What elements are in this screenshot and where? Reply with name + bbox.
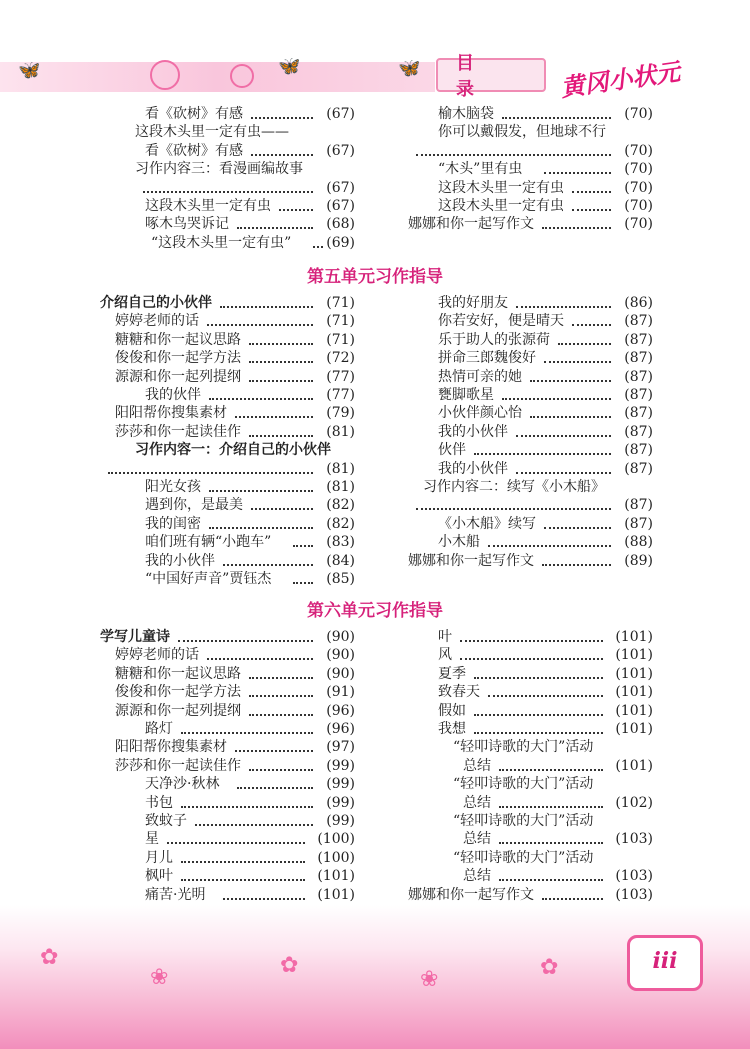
toc-page-number: (87) (624, 442, 653, 459)
toc-entry (438, 533, 653, 552)
toc-page-number: (101) (317, 886, 355, 903)
toc-page-number: (87) (624, 515, 653, 532)
toc-page-number: (99) (326, 813, 355, 829)
toc-entry (438, 683, 653, 702)
header-decorative-band (0, 62, 435, 92)
leader-dots (460, 628, 603, 642)
toc-entry (463, 867, 653, 886)
leader-dots (237, 215, 313, 229)
toc-entry-title: 源源和你一起列提纲 (115, 368, 241, 385)
unit-6-title: 第六单元习作指导 (307, 601, 443, 621)
toc-entry (408, 142, 653, 161)
toc-entry-title: 莎莎和你一起读佳作 (115, 423, 241, 440)
toc-entry-title: 我的小伙伴 (145, 552, 215, 569)
toc-entry-title: 这段木头里一定有虫—— (135, 124, 289, 141)
toc-entry (115, 331, 355, 350)
leader-dots (251, 105, 313, 119)
toc-page-number: (85) (326, 571, 355, 587)
leader-dots (235, 738, 313, 752)
toc-page-number: (90) (326, 665, 355, 682)
toc-entry (145, 886, 355, 905)
toc-entry (438, 197, 653, 216)
leader-dots (181, 867, 305, 881)
toc-entry (115, 349, 355, 368)
toc-entry-title: 总结 (463, 794, 491, 811)
toc-entry-title: 介绍自己的小伙伴 (100, 295, 212, 311)
toc-entry-title: 热情可亲的她 (438, 368, 522, 385)
toc-entry-title: 这段木头里一定有虫 (438, 198, 564, 214)
toc-entry (438, 515, 653, 534)
toc-entry-title: 榆木脑袋 (438, 106, 494, 122)
toc-page-number: (70) (624, 161, 653, 178)
leader-dots (249, 423, 313, 437)
flower-icon: ✿ (40, 945, 59, 970)
flower-icon: ❀ (150, 965, 169, 990)
toc-page-number: (88) (624, 534, 653, 551)
toc-page-number: (70) (624, 142, 653, 159)
toc-page-number: (70) (624, 106, 653, 122)
toc-page-number: (70) (624, 198, 653, 214)
leader-dots (108, 460, 313, 474)
leader-dots (178, 628, 313, 642)
toc-entry (115, 423, 355, 442)
toc-page-number: (77) (326, 368, 355, 385)
toc-entry-title: 看《砍树》有感 (145, 106, 243, 122)
toc-entry-title: “轻叩诗歌的大门”活动 (453, 849, 594, 866)
toc-entry-title: 这段木头里一定有虫 (145, 198, 271, 214)
leader-dots (542, 886, 603, 900)
toc-entry (463, 830, 653, 849)
butterfly-icon: 🦋 (278, 56, 301, 77)
page-header (0, 50, 750, 110)
toc-entry-title: “木头”里有虫 (438, 161, 523, 178)
leader-dots (544, 515, 611, 529)
leader-dots (293, 570, 313, 584)
toc-entry (135, 441, 355, 460)
leader-dots (235, 404, 313, 418)
leader-dots (502, 386, 611, 400)
toc-entry (145, 867, 355, 886)
leader-dots (249, 331, 313, 345)
toc-page-number: (71) (326, 295, 355, 311)
toc-page-number: (101) (317, 868, 355, 885)
toc-page-number: (101) (615, 757, 653, 774)
leader-dots (249, 349, 313, 363)
toc-entry (438, 628, 653, 647)
toc-entry (145, 830, 355, 849)
toc-entry-title: 咱们班有辆“小跑车” (145, 534, 272, 551)
toc-page-number: (87) (624, 387, 653, 403)
toc-entry (438, 720, 653, 739)
toc-entry (145, 386, 355, 405)
toc-entry-title: 星 (145, 831, 159, 848)
toc-page-number: (87) (624, 460, 653, 477)
leader-dots (544, 160, 611, 174)
leader-dots (460, 646, 603, 660)
toc-entry (438, 331, 653, 350)
unit-5-title: 第五单元习作指导 (307, 267, 443, 287)
toc-page-number: (86) (624, 295, 653, 311)
toc-page-number: (81) (326, 423, 355, 440)
toc-entry-title: 夏季 (438, 665, 466, 682)
toc-entry-title: 你若安好，便是晴天 (438, 313, 564, 330)
toc-entry (463, 757, 653, 776)
leader-dots (207, 646, 313, 660)
leader-dots (181, 720, 313, 734)
toc-page-number: (96) (326, 702, 355, 719)
toc-page-number: (77) (326, 387, 355, 403)
circle-ornament (150, 60, 180, 90)
toc-entry-title: 俊俊和你一起学方法 (115, 350, 241, 367)
leader-dots (293, 533, 313, 547)
toc-entry (115, 738, 355, 757)
toc-page-number: (91) (326, 684, 355, 701)
toc-entry (145, 775, 355, 794)
brand-logo: 黄冈小状元 (558, 57, 682, 103)
toc-page-number: (84) (326, 552, 355, 569)
toc-page-number: (69) (326, 234, 355, 251)
toc-entry-title: “轻叩诗歌的大门”活动 (453, 739, 594, 756)
toc-entry-title: 小伙伴颜心怡 (438, 405, 522, 422)
leader-dots (249, 757, 313, 771)
toc-page-number: (87) (624, 331, 653, 348)
toc-entry (423, 478, 653, 497)
toc-entry (438, 312, 653, 331)
toc-entry-title: 糖糖和你一起议思路 (115, 665, 241, 682)
leader-dots (143, 179, 313, 193)
toc-entry (438, 423, 653, 442)
toc-page-number: (67) (326, 198, 355, 214)
toc-entry-title: 我想 (438, 721, 466, 737)
toc-entry-title: 婷婷老师的话 (115, 313, 199, 330)
toc-entry (438, 160, 653, 179)
toc-entry-title: 我的闺密 (145, 515, 201, 532)
toc-entry-title: 遇到你，是最美 (145, 497, 243, 514)
toc-page-number: (103) (615, 831, 653, 848)
toc-entry (100, 460, 355, 479)
toc-entry-title: 阳阳帮你搜集素材 (115, 405, 227, 422)
toc-entry (145, 720, 355, 739)
toc-entry (408, 886, 653, 905)
toc-entry-title: 这段木头里一定有虫 (438, 179, 564, 196)
leader-dots (181, 849, 305, 863)
toc-page-number: (103) (615, 868, 653, 885)
toc-page-number: (83) (326, 534, 355, 551)
toc-entry (145, 496, 355, 515)
toc-entry-title: 娜娜和你一起写作文 (408, 216, 534, 233)
toc-page-number: (101) (615, 702, 653, 719)
toc-entry (115, 368, 355, 387)
butterfly-icon: 🦋 (398, 58, 421, 79)
toc-page-number: (70) (624, 179, 653, 196)
toc-entry-title: 总结 (463, 868, 491, 885)
toc-page-number: (87) (624, 350, 653, 367)
toc-entry (408, 215, 653, 234)
toc-entry-title: “这段木头里一定有虫” (151, 234, 292, 251)
toc-entry (453, 738, 653, 757)
leader-dots (516, 423, 611, 437)
toc-entry (438, 441, 653, 460)
toc-entry (145, 478, 355, 497)
toc-page-number: (89) (624, 552, 653, 569)
toc-entry (438, 179, 653, 198)
toc-label: 目 录 (436, 58, 546, 92)
leader-dots (167, 830, 305, 844)
toc-entry (145, 849, 355, 868)
toc-entry (100, 294, 355, 313)
leader-dots (249, 368, 313, 382)
toc-entry-title: 《小木船》续写 (438, 515, 536, 532)
toc-page-number: (87) (624, 368, 653, 385)
leader-dots (516, 294, 611, 308)
toc-entry (115, 757, 355, 776)
leader-dots (474, 702, 603, 716)
toc-page-number: (99) (326, 776, 355, 793)
toc-page-number: (87) (624, 497, 653, 514)
toc-entry (135, 179, 355, 198)
circle-ornament (230, 64, 254, 88)
toc-entry-title: 总结 (463, 831, 491, 848)
leader-dots (195, 812, 313, 826)
leader-dots (249, 702, 313, 716)
toc-page-number: (90) (326, 647, 355, 664)
leader-dots (499, 867, 603, 881)
toc-page-number: (70) (624, 216, 653, 233)
toc-entry (408, 552, 653, 571)
toc-page-number: (68) (326, 216, 355, 233)
toc-entry-title: 小木船 (438, 534, 480, 551)
toc-entry (145, 533, 355, 552)
toc-entry (438, 349, 653, 368)
toc-entry-title: 婷婷老师的话 (115, 647, 199, 664)
toc-page-number: (81) (326, 460, 355, 477)
toc-entry-title: 月儿 (145, 849, 173, 866)
toc-entry-title: 甕脚歌星 (438, 387, 494, 403)
toc-entry-title: 莎莎和你一起读佳作 (115, 757, 241, 774)
toc-entry-title: 致蚊子 (145, 813, 187, 829)
toc-entry-title: 啄木鸟哭诉记 (145, 216, 229, 233)
toc-page-number: (79) (326, 405, 355, 422)
toc-entry-title: 乐于助人的张源荷 (438, 331, 550, 348)
toc-entry-title: 源源和你一起列提纲 (115, 702, 241, 719)
toc-entry (438, 123, 653, 142)
toc-entry (151, 234, 355, 253)
toc-entry (438, 386, 653, 405)
toc-entry (145, 142, 355, 161)
leader-dots (313, 234, 323, 248)
toc-entry (115, 702, 355, 721)
toc-page-number: (102) (615, 794, 653, 811)
toc-page-number: (90) (326, 629, 355, 645)
toc-entry (408, 496, 653, 515)
toc-page-number: (103) (615, 886, 653, 903)
toc-page-number: (72) (326, 350, 355, 367)
leader-dots (249, 665, 313, 679)
toc-entry-title: 我的小伙伴 (438, 460, 508, 477)
toc-entry-title: 假如 (438, 702, 466, 719)
toc-entry-title: 书包 (145, 794, 173, 811)
toc-page-number: (101) (615, 647, 653, 664)
leader-dots (516, 460, 611, 474)
toc-entry-title: 拼命三郎魏俊好 (438, 350, 536, 367)
toc-page-number: (67) (326, 179, 355, 196)
toc-entry (438, 460, 653, 479)
toc-entry-title: 娜娜和你一起写作文 (408, 886, 534, 903)
toc-entry-title: 俊俊和你一起学方法 (115, 684, 241, 701)
toc-page-number: (97) (326, 739, 355, 756)
toc-entry (115, 665, 355, 684)
butterfly-icon: 🦋 (18, 60, 41, 81)
toc-entry-title: 叶 (438, 629, 452, 645)
toc-page-number: (87) (624, 405, 653, 422)
toc-page-number: (101) (615, 629, 653, 645)
toc-entry-title: 风 (438, 647, 452, 664)
toc-entry-title: 娜娜和你一起写作文 (408, 552, 534, 569)
toc-entry (145, 552, 355, 571)
leader-dots (279, 197, 313, 211)
toc-entry-title: 习作内容三：看漫画编故事 (135, 161, 303, 178)
toc-entry (145, 570, 355, 589)
toc-entry (115, 312, 355, 331)
leader-dots (530, 404, 611, 418)
leader-dots (207, 312, 313, 326)
toc-page-number: (87) (624, 313, 653, 330)
toc-entry-title: 习作内容二：续写《小木船》 (423, 479, 605, 495)
leader-dots (223, 552, 313, 566)
toc-entry (453, 849, 653, 868)
toc-entry-title: 痛苦·光明 (145, 886, 206, 903)
leader-dots (237, 775, 313, 789)
leader-dots (572, 179, 611, 193)
toc-page-number: (82) (326, 515, 355, 532)
toc-entry (438, 404, 653, 423)
toc-page-number: (96) (326, 721, 355, 737)
leader-dots (499, 830, 603, 844)
toc-entry-title: 天净沙·秋林 (145, 776, 220, 793)
leader-dots (249, 683, 313, 697)
toc-entry (100, 628, 355, 647)
leader-dots (572, 197, 611, 211)
leader-dots (544, 349, 611, 363)
toc-entry (135, 160, 355, 179)
toc-entry-title: 我的伙伴 (145, 387, 201, 403)
toc-entry (463, 794, 653, 813)
toc-entry (135, 123, 355, 142)
leader-dots (209, 386, 313, 400)
toc-entry-title: 学写儿童诗 (100, 629, 170, 645)
leader-dots (251, 496, 313, 510)
toc-page-number: (71) (326, 313, 355, 330)
leader-dots (416, 496, 611, 510)
toc-page-number: (82) (326, 497, 355, 514)
toc-entry-title: 糖糖和你一起议思路 (115, 331, 241, 348)
toc-entry (145, 515, 355, 534)
toc-entry (145, 105, 355, 124)
toc-entry (438, 294, 653, 313)
toc-entry-title: “中国好声音”贾钰杰 (145, 571, 272, 587)
toc-entry-title: 枫叶 (145, 868, 173, 885)
toc-entry-title: 伙伴 (438, 442, 466, 459)
toc-page-number: (99) (326, 757, 355, 774)
toc-entry (438, 665, 653, 684)
toc-entry-title: 致春天 (438, 684, 480, 701)
leader-dots (499, 794, 603, 808)
toc-entry (145, 215, 355, 234)
toc-page-number: (81) (326, 479, 355, 495)
toc-page-number: (87) (624, 423, 653, 440)
leader-dots (499, 757, 603, 771)
toc-entry (145, 812, 355, 831)
toc-entry-title: “轻叩诗歌的大门”活动 (453, 776, 594, 793)
toc-entry (115, 404, 355, 423)
toc-page-number: (101) (615, 721, 653, 737)
leader-dots (474, 441, 611, 455)
toc-entry-title: 你可以戴假发，但地球不行 (438, 124, 606, 141)
toc-entry (115, 683, 355, 702)
leader-dots (558, 331, 611, 345)
toc-page-number: (67) (326, 106, 355, 122)
toc-entry-title: 看《砍树》有感 (145, 142, 243, 159)
flower-icon: ✿ (540, 955, 559, 980)
toc-entry-title: 我的好朋友 (438, 295, 508, 311)
toc-page-number: (100) (317, 831, 355, 848)
leader-dots (474, 720, 603, 734)
leader-dots (220, 294, 313, 308)
leader-dots (181, 794, 313, 808)
leader-dots (251, 142, 313, 156)
flower-icon: ✿ (280, 953, 299, 978)
toc-entry-title: 总结 (463, 757, 491, 774)
leader-dots (223, 886, 305, 900)
flower-icon: ❀ (420, 967, 439, 992)
toc-entry-title: 路灯 (145, 721, 173, 737)
leader-dots (474, 665, 603, 679)
leader-dots (572, 312, 611, 326)
toc-entry (438, 368, 653, 387)
toc-entry-title: “轻叩诗歌的大门”活动 (453, 813, 594, 829)
leader-dots (209, 478, 313, 492)
toc-entry-title: 我的小伙伴 (438, 423, 508, 440)
toc-entry (438, 646, 653, 665)
toc-entry (145, 197, 355, 216)
leader-dots (502, 105, 611, 119)
toc-entry (438, 702, 653, 721)
toc-entry (145, 794, 355, 813)
toc-page-number: (71) (326, 331, 355, 348)
toc-entry (115, 646, 355, 665)
leader-dots (530, 368, 611, 382)
toc-entry-title: 习作内容一：介绍自己的小伙伴 (135, 442, 331, 459)
toc-entry (438, 105, 653, 124)
toc-entry (453, 775, 653, 794)
leader-dots (488, 683, 603, 697)
toc-page-number: (99) (326, 794, 355, 811)
toc-page-number: (101) (615, 684, 653, 701)
toc-page-number: (100) (317, 849, 355, 866)
leader-dots (488, 533, 611, 547)
leader-dots (542, 215, 611, 229)
leader-dots (542, 552, 611, 566)
leader-dots (416, 142, 611, 156)
toc-page-number: (67) (326, 142, 355, 159)
toc-entry (453, 812, 653, 831)
toc-entry-title: 阳光女孩 (145, 479, 201, 495)
leader-dots (209, 515, 313, 529)
toc-entry-title: 阳阳帮你搜集素材 (115, 739, 227, 756)
page-number: iii (627, 935, 703, 991)
toc-page-number: (101) (615, 665, 653, 682)
